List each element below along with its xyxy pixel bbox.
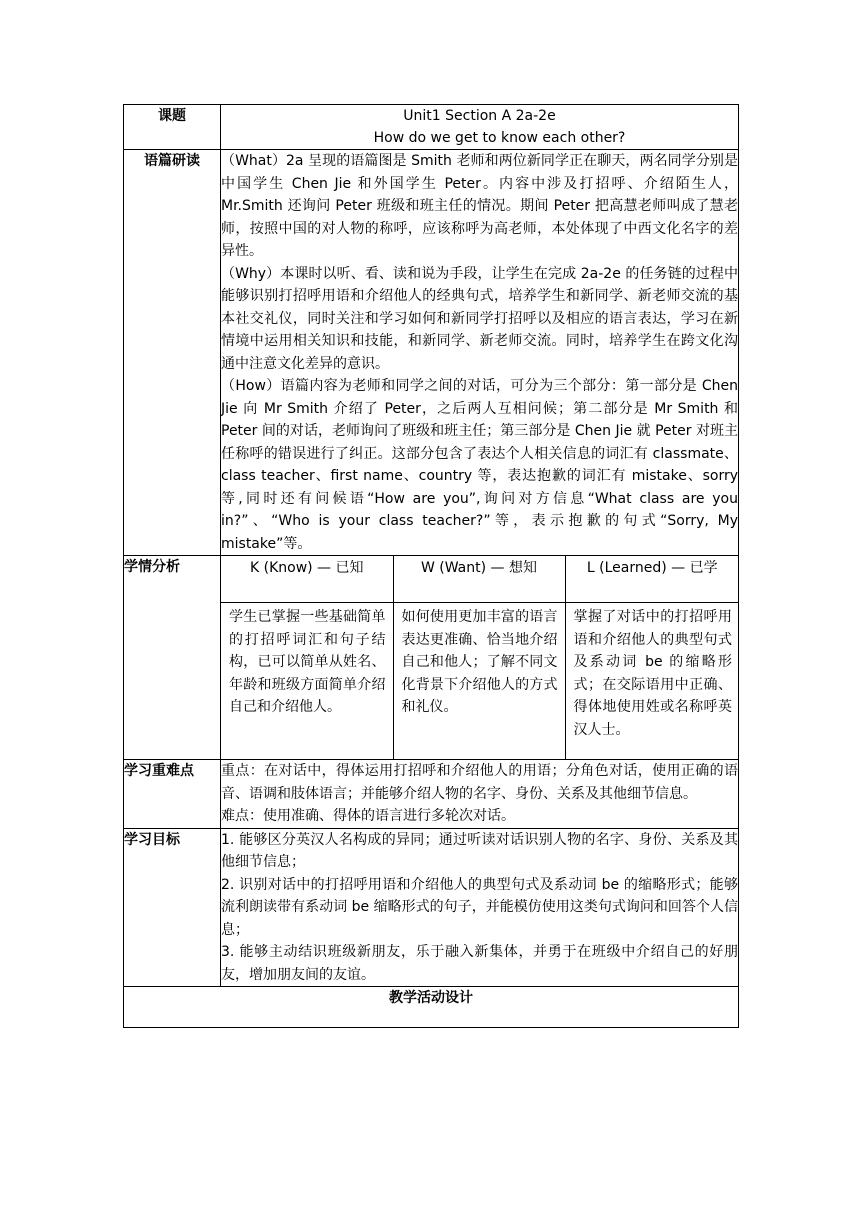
text-study-content (221, 150, 739, 556)
text-study-label: 语篇研读 (124, 150, 221, 556)
objectives-row (124, 828, 739, 987)
objectives-label: 学习目标 (124, 828, 221, 987)
key-points-row (124, 760, 739, 829)
key-points-label: 学习重难点 (124, 760, 221, 829)
kwl-learned-content: 掌握了对话中的打招呼用语和介绍他人的典型句式及系动词 be 的缩略形式；在交际语用中正确、得体地使用姓或名称呼英汉人士。 (573, 609, 732, 738)
topic-label: 课题 (124, 105, 221, 150)
activity-design-heading: 教学活动设计 (124, 987, 739, 1028)
why-paragraph: （Why）本课时以听、看、读和说为手段，让学生在完成 2a-2e 的任务链的过程中能够识别打招呼用语和介绍他人的经典句式，培养学生和新同学、新老师交流的基本社交礼仪，同时关注和学习如何和新同学打招呼以及相应的语言表达，学习在新情境中运用相关知识和技能，和新同学、新老师交流。同时，培养学生在跨文化沟通中注意文化差异的意识。 (221, 265, 738, 372)
learner-analysis-row (124, 556, 739, 760)
kwl-content-row (221, 603, 739, 760)
kwl-want-header: W (Want) — 想知 (393, 556, 565, 603)
learner-analysis-label: 学情分析 (124, 556, 221, 760)
objectives-content (221, 828, 739, 987)
kwl-header-row (221, 556, 739, 603)
kwl-want-content: 如何使用更加丰富的语言表达更准确、恰当地介绍自己和他人；了解不同文化背景下介绍他人的方式和礼仪。 (393, 603, 565, 760)
key-points-content (221, 760, 739, 829)
activity-design-row (124, 987, 739, 1028)
what-paragraph: （What）2a 呈现的语篇图是 Smith 老师和两位新同学正在聊天，两名同学分别是中国学生 Chen Jie 和外国学生 Peter。内容中涉及打招呼、介绍陌生人，Mr.Smith 还询问 Peter 班级和班主任的情况。期间 Peter 把高慧老师叫成了慧老师，按照中国的对人物的称呼，应该称呼为高老师，本处体现了中西文化名字的差异性。 (221, 153, 738, 259)
kwl-know-content: 学生已掌握一些基础简单的打招呼词汇和句子结构，已可以简单从姓名、年龄和班级方面简单介绍自己和介绍他人。 (221, 603, 393, 760)
topic-unit-title: Unit1 Section A 2a-2e (403, 108, 556, 124)
key-point-text: 重点：在对话中，得体运用打招呼和介绍他人的用语；分角色对话，使用正确的语音、语调和肢体语言；并能够介绍人物的名字、身份、关系及其他细节信息。 (221, 763, 738, 802)
learner-analysis-content (221, 556, 739, 760)
objective-item: 1. 能够区分英汉人名构成的异同；通过听读对话识别人物的名字、身份、关系及其他细节信息； (221, 831, 738, 870)
kwl-learned-header: L (Learned) — 已学 (565, 556, 739, 603)
lesson-plan-table (123, 104, 739, 1028)
lesson-plan-sheet (123, 104, 738, 1028)
difficult-point-text: 难点：使用准确、得体的语言进行多轮次对话。 (221, 808, 515, 824)
kwl-table (221, 556, 739, 759)
objective-item: 2. 识别对话中的打招呼用语和介绍他人的典型句式及系动词 be 的缩略形式；能够流利朗读带有系动词 be 缩略形式的句子，并能模仿使用这类句式询问和回答个人信息； (221, 876, 738, 938)
how-paragraph: （How）语篇内容为老师和同学之间的对话，可分为三个部分：第一部分是 Chen Jie 向 Mr Smith 介绍了 Peter，之后两人互相问候；第二部分是 Mr Smith 和 Peter 间的对话，老师询问了班级和班主任；第三部分是 Chen Jie 就 Peter 对班主任称呼的错误进行了纠正。这部分包含了表达个人相关信息的词汇有 classmate、class teacher、first name、country 等，表达抱歉的词汇有 mistake、sorry 等,同时还有问候语“How are you”,询问对方信息“What class are you in?”、“Who is your class teacher?”等，表示抱歉的句式“Sorry, My mistake”等。 (221, 378, 738, 552)
objective-item: 3. 能够主动结识班级新朋友，乐于融入新集体，并勇于在班级中介绍自己的好朋友，增加朋友间的友谊。 (221, 944, 738, 983)
topic-content (221, 105, 739, 150)
kwl-know-header: K (Know) — 已知 (221, 556, 393, 603)
topic-row (124, 105, 739, 150)
topic-question-title: How do we get to know each other? (373, 130, 626, 146)
text-study-row (124, 150, 739, 556)
